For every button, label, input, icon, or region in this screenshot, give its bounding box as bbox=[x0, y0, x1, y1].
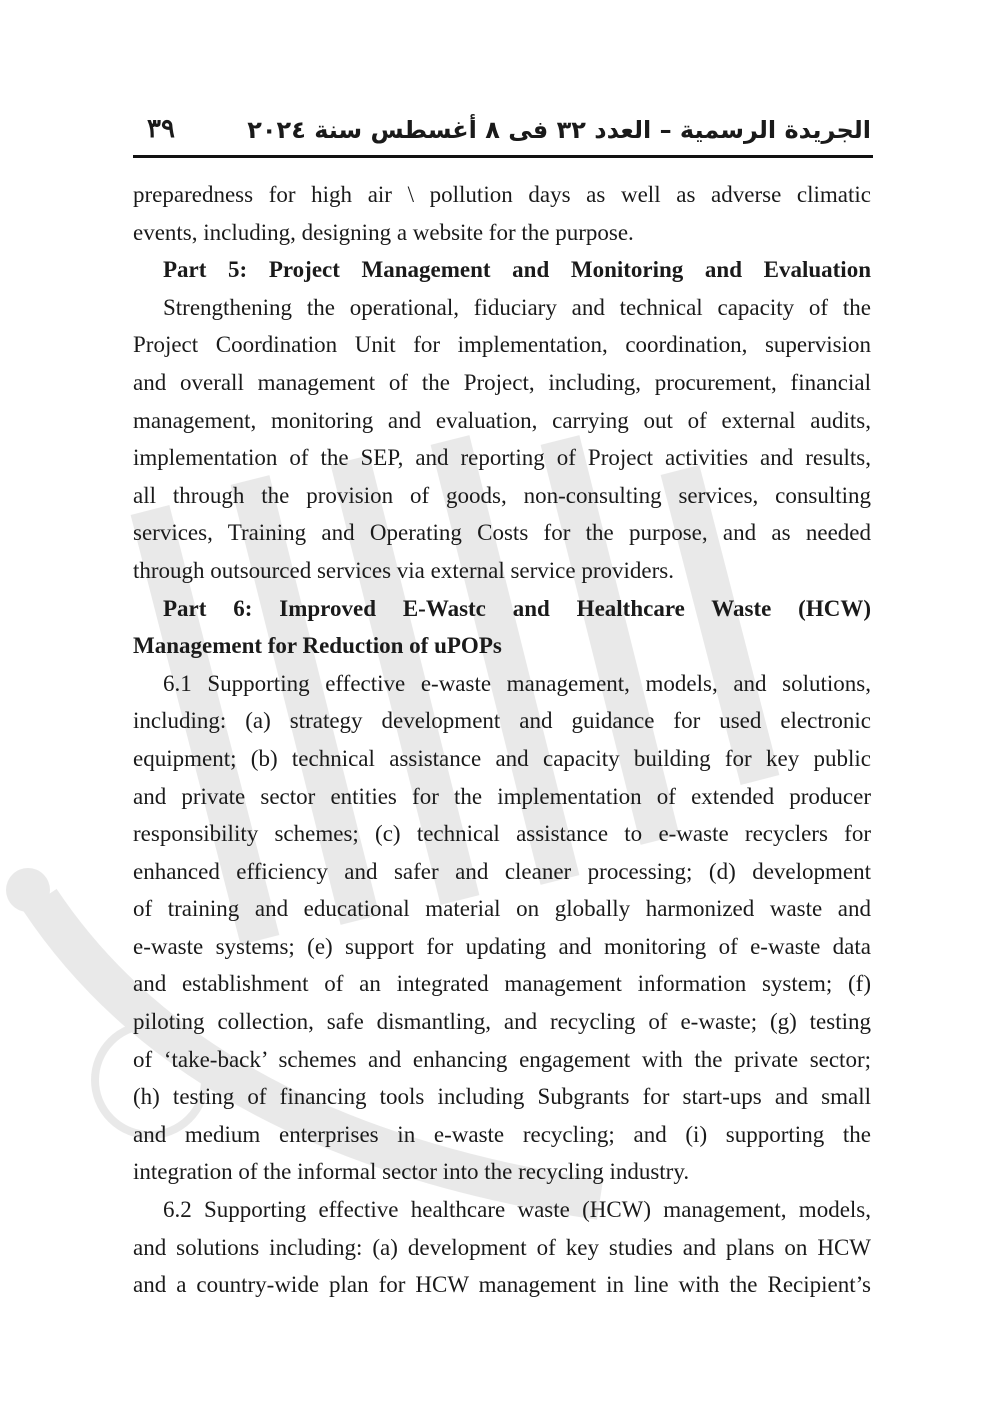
text-line: and a country-wide plan for HCW management in line with the Recipient’s bbox=[133, 1272, 871, 1298]
text-line: Part 5: Project Management and Monitoring and Evaluation bbox=[163, 257, 871, 283]
text-line: and overall management of the Project, including, procurement, financial bbox=[133, 369, 871, 395]
document-body bbox=[133, 176, 871, 1304]
text-line: 6.1 Supporting effective e-waste management, models, and solutions, bbox=[163, 670, 871, 696]
gazette-title: الجريدة الرسمية – العدد ٣٢ فى ٨ أغسطس سنة ٢٠٢٤ bbox=[247, 116, 871, 144]
text-line: and solutions including: (a) development of key studies and plans on HCW bbox=[133, 1234, 871, 1260]
text-line: Management for Reduction of uPOPs bbox=[133, 633, 502, 659]
text-line: including: (a) strategy development and guidance for used electronic bbox=[133, 708, 871, 734]
header-rule bbox=[133, 155, 873, 158]
text-line: Part 6: Improved E-Wastc and Healthcare Waste (HCW) bbox=[163, 595, 871, 621]
paragraph bbox=[133, 176, 871, 251]
text-line: services, Training and Operating Costs for the purpose, and as needed bbox=[133, 520, 871, 546]
text-line: implementation of the SEP, and reporting of Project activities and results, bbox=[133, 445, 871, 471]
text-line: equipment; (b) technical assistance and capacity building for key public bbox=[133, 745, 871, 771]
text-line: Strengthening the operational, fiduciary and technical capacity of the bbox=[163, 294, 871, 320]
text-line: integration of the informal sector into the recycling industry. bbox=[133, 1159, 690, 1185]
section-heading bbox=[133, 590, 871, 665]
text-line: piloting collection, safe dismantling, and recycling of e-waste; (g) testing bbox=[133, 1009, 871, 1035]
text-line: of training and educational material on globally harmonized waste and bbox=[133, 896, 871, 922]
text-line: preparedness for high air \ pollution days as well as adverse climatic bbox=[133, 182, 871, 207]
text-line: all through the provision of goods, non-consulting services, consulting bbox=[133, 482, 871, 508]
text-line: and establishment of an integrated management information system; (f) bbox=[133, 971, 871, 997]
page-header bbox=[133, 110, 871, 150]
text-line: (h) testing of financing tools including Subgrants for start-ups and small bbox=[133, 1084, 871, 1110]
text-line: Project Coordination Unit for implementation, coordination, supervision bbox=[133, 332, 871, 358]
text-line: and private sector entities for the implementation of extended producer bbox=[133, 783, 871, 809]
page-number: ٣٩ bbox=[147, 114, 175, 143]
section-heading bbox=[133, 251, 871, 289]
paragraph bbox=[133, 665, 871, 1191]
text-line: responsibility schemes; (c) technical assistance to e-waste recyclers for bbox=[133, 821, 871, 847]
text-line: management, monitoring and evaluation, carrying out of external audits, bbox=[133, 407, 871, 433]
text-line: enhanced efficiency and safer and cleaner processing; (d) development bbox=[133, 858, 871, 884]
paragraph bbox=[133, 289, 871, 590]
text-line: e-waste systems; (e) support for updating and monitoring of e-waste data bbox=[133, 933, 871, 959]
text-line: 6.2 Supporting effective healthcare waste (HCW) management, models, bbox=[163, 1197, 871, 1223]
text-line: and medium enterprises in e-waste recycling; and (i) supporting the bbox=[133, 1121, 871, 1147]
text-line: events, including, designing a website for the purpose. bbox=[133, 219, 634, 245]
text-line: through outsourced services via external service providers. bbox=[133, 557, 674, 583]
text-line: of ‘take-back’ schemes and enhancing engagement with the private sector; bbox=[133, 1046, 871, 1072]
paragraph bbox=[133, 1191, 871, 1304]
